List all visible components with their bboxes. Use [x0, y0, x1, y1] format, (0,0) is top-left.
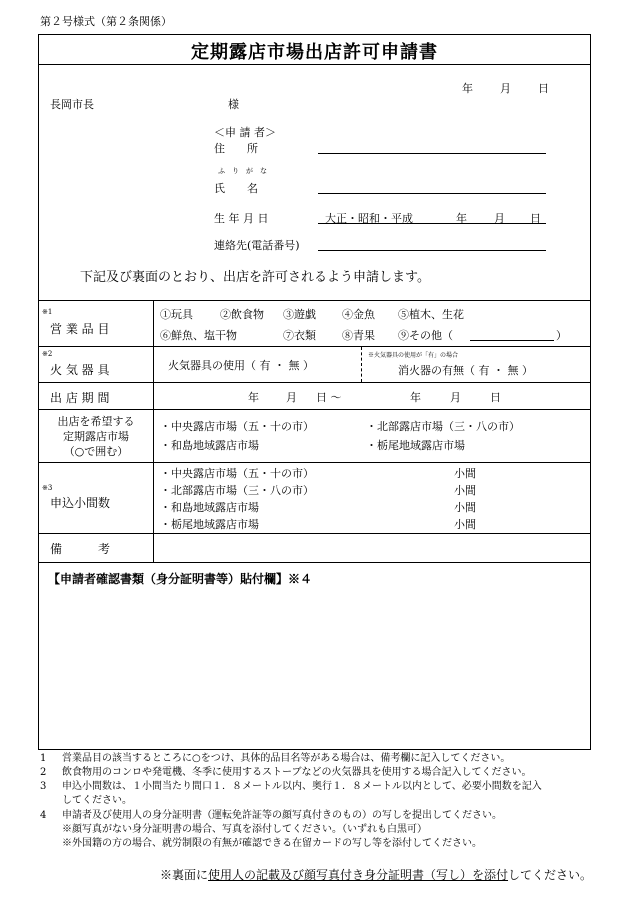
birthdate-label: 生 年 月 日 — [214, 212, 269, 225]
note-item: 1 営業品目の該当するところに○をつけ、具体的品目名等がある場合は、備考欄に記入してください。 — [40, 753, 511, 764]
market-choice[interactable]: ・栃尾地域露店市場 — [366, 439, 465, 452]
note-item: してください。 — [62, 795, 132, 806]
date-month: 月 — [500, 82, 511, 95]
period-start-day: 日 〜 — [316, 391, 342, 404]
item-option[interactable]: ①玩具 — [160, 308, 193, 321]
phone-field[interactable] — [318, 250, 546, 251]
divider — [38, 382, 591, 383]
market-label: （○で囲む） — [63, 445, 129, 458]
item-option-other[interactable]: ⑨その他（ — [398, 329, 453, 342]
stalls-label: 申込小間数 — [50, 496, 111, 510]
date-day: 日 — [538, 82, 549, 95]
stalls-market: ・栃尾地域露店市場 — [160, 518, 259, 531]
note-item: 2 飲食物用のコンロや発電機、冬季に使用するストーブなどの火気器具を使用する場合記入してください。 — [40, 767, 532, 778]
period-start-year: 年 — [248, 391, 259, 404]
footer-instruction: ※裏面に使用人の記載及び顔写真付き身分証明書（写し）を添付してください。 — [160, 868, 593, 882]
request-sentence: 下記及び裏面のとおり、出店を許可されるよう申請します。 — [80, 270, 430, 285]
birthdate-eras[interactable]: 大正・昭和・平成 — [325, 212, 413, 225]
divider — [38, 533, 591, 534]
item-option[interactable]: ⑥鮮魚、塩干物 — [160, 329, 237, 342]
market-label: 出店を希望する — [57, 415, 135, 428]
note-item: 3 申込小間数は、１小間当たり間口１．８メートル以内、奥行１．８メートル以内として、必要小間数を記入 — [40, 781, 542, 792]
remarks-field[interactable] — [156, 536, 586, 560]
item-option[interactable]: ⑧青果 — [342, 329, 375, 342]
stalls-market: ・中央露店市場（五・十の市） — [160, 467, 314, 480]
name-field[interactable] — [318, 193, 546, 194]
period-end-day: 日 — [490, 391, 501, 404]
items-label: 営 業 品 目 — [50, 322, 110, 336]
remarks-label: 備 考 — [50, 542, 111, 556]
address-label: 住 所 — [214, 142, 258, 155]
item-option[interactable]: ④金魚 — [342, 308, 375, 321]
item-option[interactable]: ②飲食物 — [220, 308, 264, 321]
date-year: 年 — [462, 82, 473, 95]
period-end-year: 年 — [410, 391, 421, 404]
form-number: 第２号様式（第２条関係） — [40, 15, 172, 28]
column-divider — [153, 300, 154, 562]
furigana-label: ふ り が な — [218, 167, 267, 175]
divider — [38, 462, 591, 463]
stalls-market: ・北部露店市場（三・八の市） — [160, 484, 314, 497]
items-note-mark: ※1 — [42, 308, 53, 316]
stalls-unit: 小間 — [454, 501, 476, 514]
period-end-month: 月 — [450, 391, 461, 404]
item-other-close: ） — [556, 329, 567, 342]
stalls-unit: 小間 — [454, 484, 476, 497]
id-paste-area[interactable] — [42, 590, 586, 742]
name-label: 氏 名 — [214, 182, 258, 195]
period-label: 出 店 期 間 — [50, 391, 110, 405]
stalls-unit: 小間 — [454, 467, 476, 480]
birth-month-label: 月 — [494, 212, 505, 225]
divider — [38, 409, 591, 410]
stalls-market: ・和島地域露店市場 — [160, 501, 259, 514]
fire-label: 火 気 器 具 — [50, 363, 110, 377]
market-label: 定期露店市場 — [63, 430, 129, 443]
divider — [38, 346, 591, 347]
item-option[interactable]: ⑦衣類 — [283, 329, 316, 342]
divider — [38, 64, 591, 65]
birth-year-label: 年 — [456, 212, 467, 225]
stalls-note-mark: ※3 — [42, 484, 53, 492]
period-start-month: 月 — [286, 391, 297, 404]
other-item-field[interactable] — [470, 340, 554, 341]
note-item: ※顔写真がない身分証明書の場合、写真を添付してください。（いずれも白黒可） — [62, 824, 427, 835]
birthdate-field[interactable] — [318, 223, 546, 224]
fire-use-choice[interactable]: 火気器具の使用（ 有 ・ 無 ） — [168, 359, 314, 372]
extinguisher-note: ※火気器具の使用が「有」の場合 — [368, 352, 459, 359]
note-item: 4 申請者及び使用人の身分証明書（運転免許証等の顔写真付きのもの）の写しを提出してください。 — [40, 810, 502, 821]
addressee-honorific: 様 — [228, 98, 239, 111]
extinguisher-choice[interactable]: 消火器の有無（ 有 ・ 無 ） — [398, 364, 533, 377]
applicant-heading: ＜申 請 者＞ — [214, 126, 276, 139]
stalls-unit: 小間 — [454, 518, 476, 531]
item-option[interactable]: ③遊戯 — [283, 308, 316, 321]
fire-note-mark: ※2 — [42, 350, 53, 358]
address-field[interactable] — [318, 153, 546, 154]
note-item: ※外国籍の方の場合、就労制限の有無が確認できる在留カードの写し等を添付してください。 — [62, 838, 482, 849]
phone-label: 連絡先(電話番号) — [214, 239, 300, 252]
id-section-title: 【申請者確認書類（身分証明書等）貼付欄】※４ — [48, 572, 313, 586]
market-choice[interactable]: ・和島地域露店市場 — [160, 439, 259, 452]
divider — [38, 300, 591, 301]
divider — [38, 562, 591, 563]
addressee-name: 長岡市長 — [50, 98, 94, 111]
birth-day-label: 日 — [530, 212, 541, 225]
item-option[interactable]: ⑤植木、生花 — [398, 308, 464, 321]
fire-divider — [361, 347, 362, 382]
page-title: 定期露店市場出店許可申請書 — [191, 42, 438, 63]
market-choice[interactable]: ・中央露店市場（五・十の市） — [160, 420, 314, 433]
market-choice[interactable]: ・北部露店市場（三・八の市） — [366, 420, 520, 433]
